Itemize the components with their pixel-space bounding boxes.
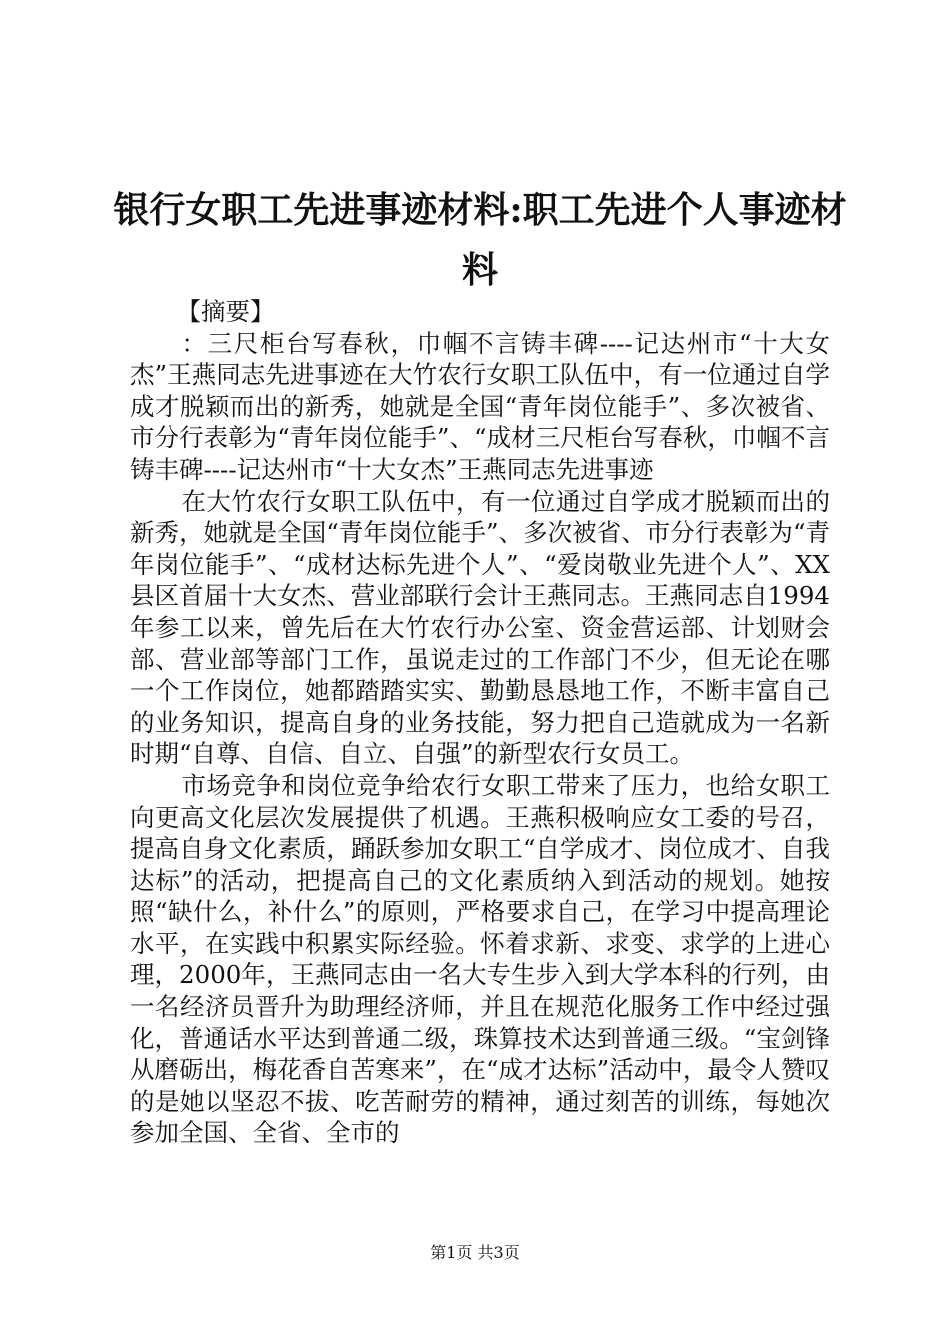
- document-body: [130, 296, 830, 1149]
- page-number-footer: 第1页 共3页: [430, 1243, 520, 1262]
- body-paragraph-2: 市场竞争和岗位竞争给农行女职工带来了压力，也给女职工向更高文化层次发展提供了机遇。王燕积极响应女工委的号召，提高自身文化素质，踊跃参加女职工“自学成才、岗位成才、自我达标”的活动，把提高自己的文化素质纳入到活动的规划。她按照“缺什么，补什么”的原则，严格要求自己，在学习中提高理论水平，在实践中积累实际经验。怀着求新、求变、求学的上进心理，2000年，王燕同志由一名大专生步入到大学本科的行列，由一名经济员晋升为助理经济师，并且在规范化服务工作中经过强化，普通话水平达到普通二级，珠算技术达到普通三级。“宝剑锋从磨砺出，梅花香自苦寒来”，在“成才达标”活动中，最令人赞叹的是她以坚忍不拔、吃苦耐劳的精神，通过刻苦的训练，每她次参加全国、全省、全市的: [130, 770, 830, 1148]
- abstract-paragraph: ：三尺柜台写春秋，巾帼不言铸丰碑----记达州市“十大女杰”王燕同志先进事迹在大竹农行女职工队伍中，有一位通过自学成才脱颖而出的新秀，她就是全国“青年岗位能手”、多次被省、市分行表彰为“青年岗位能手”、“成材三尺柜台写春秋，巾帼不言铸丰碑----记达州市“十大女杰”王燕同志先进事迹: [130, 328, 830, 484]
- document-title: 银行女职工先进事迹材料:职工先进个人事迹材料: [113, 189, 847, 291]
- abstract-label: 【摘要】: [176, 297, 275, 326]
- body-paragraph-1: 在大竹农行女职工队伍中，有一位通过自学成才脱颖而出的新秀，她就是全国“青年岗位能手”、多次被省、市分行表彰为“青年岗位能手”、“成材达标先进个人”、“爱岗敬业先进个人”、XX县区首届十大女杰、营业部联行会计王燕同志。王燕同志自1994年参工以来，曾先后在大竹农行办公室、资金营运部、计划财会部、营业部等部门工作，虽说走过的工作部门不少，但无论在哪一个工作岗位，她都踏踏实实、勤勤恳恳地工作，不断丰富自己的业务知识，提高自身的业务技能，努力把自己造就成为一名新时期“自尊、自信、自立、自强”的新型农行女员工。: [130, 486, 830, 769]
